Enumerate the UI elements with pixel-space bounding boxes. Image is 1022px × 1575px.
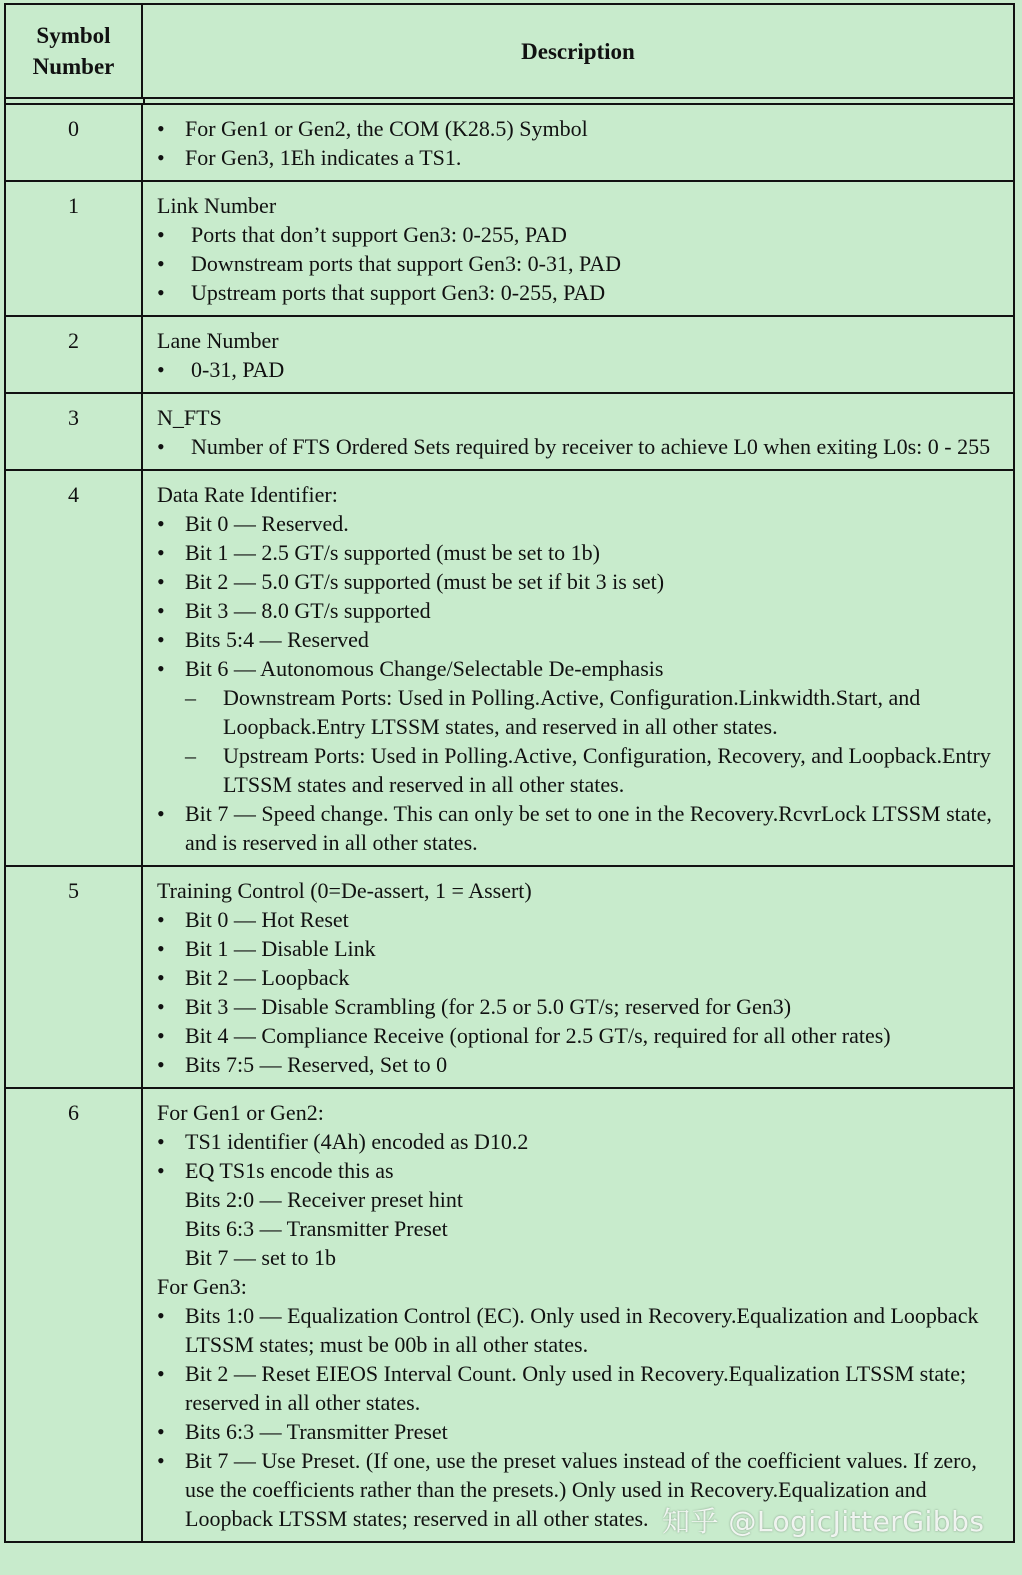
- field-title: For Gen3:: [157, 1274, 247, 1299]
- list-item-text: EQ TS1s encode this as: [185, 1158, 394, 1183]
- sub-list-item-text: Downstream Ports: Used in Polling.Active, Configuration.Linkwidth.Start, and Loopback.Entry LTSSM states, and reserved in all other states.: [223, 685, 921, 739]
- list-item-text: Bit 2 — Loopback: [185, 965, 350, 990]
- ts1-symbol-table: [4, 3, 1015, 1543]
- symbol-number-cell: 5: [6, 867, 143, 1087]
- bullet-icon: •: [157, 936, 165, 961]
- list-item: [157, 596, 1001, 625]
- bullet-icon: •: [157, 994, 165, 1019]
- table-row: [6, 394, 1013, 471]
- bullet-icon: •: [157, 434, 165, 459]
- bullet-icon: •: [157, 569, 165, 594]
- header-symbol-number: [6, 5, 143, 97]
- bullet-icon: •: [157, 801, 165, 826]
- header-double-rule: [6, 97, 1013, 105]
- description-cell: [143, 1089, 1013, 1541]
- bullet-icon: •: [157, 907, 165, 932]
- bullet-icon: •: [157, 540, 165, 565]
- list-item-text: For Gen1 or Gen2, the COM (K28.5) Symbol: [185, 116, 588, 141]
- sub-list-item: [157, 683, 1001, 741]
- list-item: [157, 249, 1001, 278]
- symbol-number-cell: 1: [6, 182, 143, 315]
- list-item: [157, 934, 1001, 963]
- table-header-row: [6, 3, 1013, 97]
- bullet-icon: •: [157, 1303, 165, 1328]
- list-item: [157, 432, 1001, 461]
- header-description: Description: [521, 38, 635, 64]
- indented-text: Bit 7 — set to 1b: [185, 1245, 336, 1270]
- sub-list-item-text: Upstream Ports: Used in Polling.Active, Configuration, Recovery, and Loopback.Entry LTSSM states and reserved in all other states.: [223, 743, 991, 797]
- list-item-text: Upstream ports that support Gen3: 0-255, PAD: [191, 280, 606, 305]
- list-item: [157, 625, 1001, 654]
- list-item: [157, 654, 1001, 683]
- description-cell: [143, 471, 1013, 865]
- symbol-number-cell: 0: [6, 105, 143, 180]
- list-item: [157, 220, 1001, 249]
- dash-icon: –: [185, 685, 196, 710]
- list-item: [157, 1417, 1001, 1446]
- bullet-icon: •: [157, 116, 165, 141]
- table-row: [6, 317, 1013, 394]
- dash-icon: –: [185, 743, 196, 768]
- bullet-icon: •: [157, 222, 165, 247]
- bullet-icon: •: [157, 145, 165, 170]
- table-row: [6, 1089, 1013, 1543]
- list-item-text: Bit 2 — 5.0 GT/s supported (must be set if bit 3 is set): [185, 569, 665, 594]
- list-item: [157, 1446, 1001, 1533]
- list-item: [157, 992, 1001, 1021]
- list-item: [157, 1021, 1001, 1050]
- bullet-icon: •: [157, 965, 165, 990]
- list-item-text: Bits 7:5 — Reserved, Set to 0: [185, 1052, 448, 1077]
- bullet-icon: •: [157, 1052, 165, 1077]
- list-item: [157, 509, 1001, 538]
- list-item: [157, 355, 1001, 384]
- list-item-text: Ports that don’t support Gen3: 0-255, PAD: [191, 222, 567, 247]
- list-item-text: Bit 7 — Speed change. This can only be set to one in the Recovery.RcvrLock LTSSM state, and is reserved in all other states.: [185, 801, 992, 855]
- list-item: [157, 905, 1001, 934]
- table-row: [6, 182, 1013, 317]
- list-item: [157, 1127, 1001, 1156]
- header-number-label: Number: [32, 54, 115, 79]
- list-item: [157, 799, 1001, 857]
- bullet-icon: •: [157, 1023, 165, 1048]
- bullet-icon: •: [157, 656, 165, 681]
- list-item: [157, 1156, 1001, 1185]
- list-item-text: Bit 3 — 8.0 GT/s supported: [185, 598, 431, 623]
- list-item: [157, 143, 1001, 172]
- description-cell: [143, 867, 1013, 1087]
- table-row: [6, 105, 1013, 182]
- list-item-text: Bits 6:3 — Transmitter Preset: [185, 1419, 448, 1444]
- table-row: [6, 867, 1013, 1089]
- table-row: [6, 471, 1013, 867]
- symbol-number-cell: 4: [6, 471, 143, 865]
- bullet-icon: •: [157, 627, 165, 652]
- description-cell: [143, 182, 1013, 315]
- list-item-text: Downstream ports that support Gen3: 0-31, PAD: [191, 251, 621, 276]
- bullet-icon: •: [157, 1158, 165, 1183]
- list-item-text: Bit 7 — Use Preset. (If one, use the preset values instead of the coefficient values. If zero, use the coefficients rather than the presets.) Only used in Recovery.Equalization and Loopback LTSSM states; reserved in all other states.: [185, 1448, 977, 1531]
- bullet-icon: •: [157, 280, 165, 305]
- bullet-icon: •: [157, 1129, 165, 1154]
- list-item-text: Bit 1 — 2.5 GT/s supported (must be set to 1b): [185, 540, 600, 565]
- bullet-icon: •: [157, 357, 165, 382]
- header-rule-divider: [6, 99, 145, 103]
- list-item: [157, 1050, 1001, 1079]
- list-item-text: Bit 6 — Autonomous Change/Selectable De-emphasis: [185, 656, 664, 681]
- list-item-text: Number of FTS Ordered Sets required by receiver to achieve L0 when exiting L0s: 0 - 255: [191, 434, 991, 459]
- indented-text: Bits 2:0 — Receiver preset hint: [185, 1187, 463, 1212]
- bullet-icon: •: [157, 511, 165, 536]
- sub-list-item: [157, 741, 1001, 799]
- field-title: N_FTS: [157, 405, 222, 430]
- watermark: 知乎 @LogicJitterGibbs: [662, 1505, 985, 1538]
- field-title: Training Control (0=De-assert, 1 = Assert): [157, 878, 532, 903]
- list-item: [157, 1301, 1001, 1359]
- list-item: [157, 114, 1001, 143]
- list-item: [157, 278, 1001, 307]
- list-item-text: Bit 0 — Hot Reset: [185, 907, 349, 932]
- description-cell: [143, 105, 1013, 180]
- list-item-text: Bit 4 — Compliance Receive (optional for 2.5 GT/s, required for all other rates): [185, 1023, 891, 1048]
- indented-text: Bits 6:3 — Transmitter Preset: [185, 1216, 448, 1241]
- list-item-text: 0-31, PAD: [191, 357, 285, 382]
- description-cell: [143, 317, 1013, 392]
- description-cell: [143, 394, 1013, 469]
- list-item: [157, 1359, 1001, 1417]
- list-item-text: Bit 1 — Disable Link: [185, 936, 376, 961]
- list-item-text: Bit 3 — Disable Scrambling (for 2.5 or 5.0 GT/s; reserved for Gen3): [185, 994, 792, 1019]
- list-item-text: For Gen3, 1Eh indicates a TS1.: [185, 145, 462, 170]
- bullet-icon: •: [157, 251, 165, 276]
- field-title: Data Rate Identifier:: [157, 482, 338, 507]
- bullet-icon: •: [157, 1419, 165, 1444]
- list-item: [157, 567, 1001, 596]
- bullet-icon: •: [157, 1448, 165, 1473]
- bullet-icon: •: [157, 1361, 165, 1386]
- symbol-number-cell: 3: [6, 394, 143, 469]
- symbol-number-cell: 6: [6, 1089, 143, 1541]
- symbol-number-cell: 2: [6, 317, 143, 392]
- header-symbol-label: Symbol: [36, 23, 111, 48]
- list-item-text: Bit 0 — Reserved.: [185, 511, 349, 536]
- field-title: Link Number: [157, 193, 277, 218]
- list-item-text: Bits 1:0 — Equalization Control (EC). Only used in Recovery.Equalization and Loopback LTSSM states; must be 00b in all other states.: [185, 1303, 979, 1357]
- list-item: [157, 963, 1001, 992]
- field-title: For Gen1 or Gen2:: [157, 1100, 324, 1125]
- list-item-text: Bits 5:4 — Reserved: [185, 627, 369, 652]
- bullet-icon: •: [157, 598, 165, 623]
- list-item: [157, 538, 1001, 567]
- list-item-text: TS1 identifier (4Ah) encoded as D10.2: [185, 1129, 529, 1154]
- table-body: [6, 105, 1013, 1543]
- list-item-text: Bit 2 — Reset EIEOS Interval Count. Only used in Recovery.Equalization LTSSM state; reserved in all other states.: [185, 1361, 967, 1415]
- field-title: Lane Number: [157, 328, 279, 353]
